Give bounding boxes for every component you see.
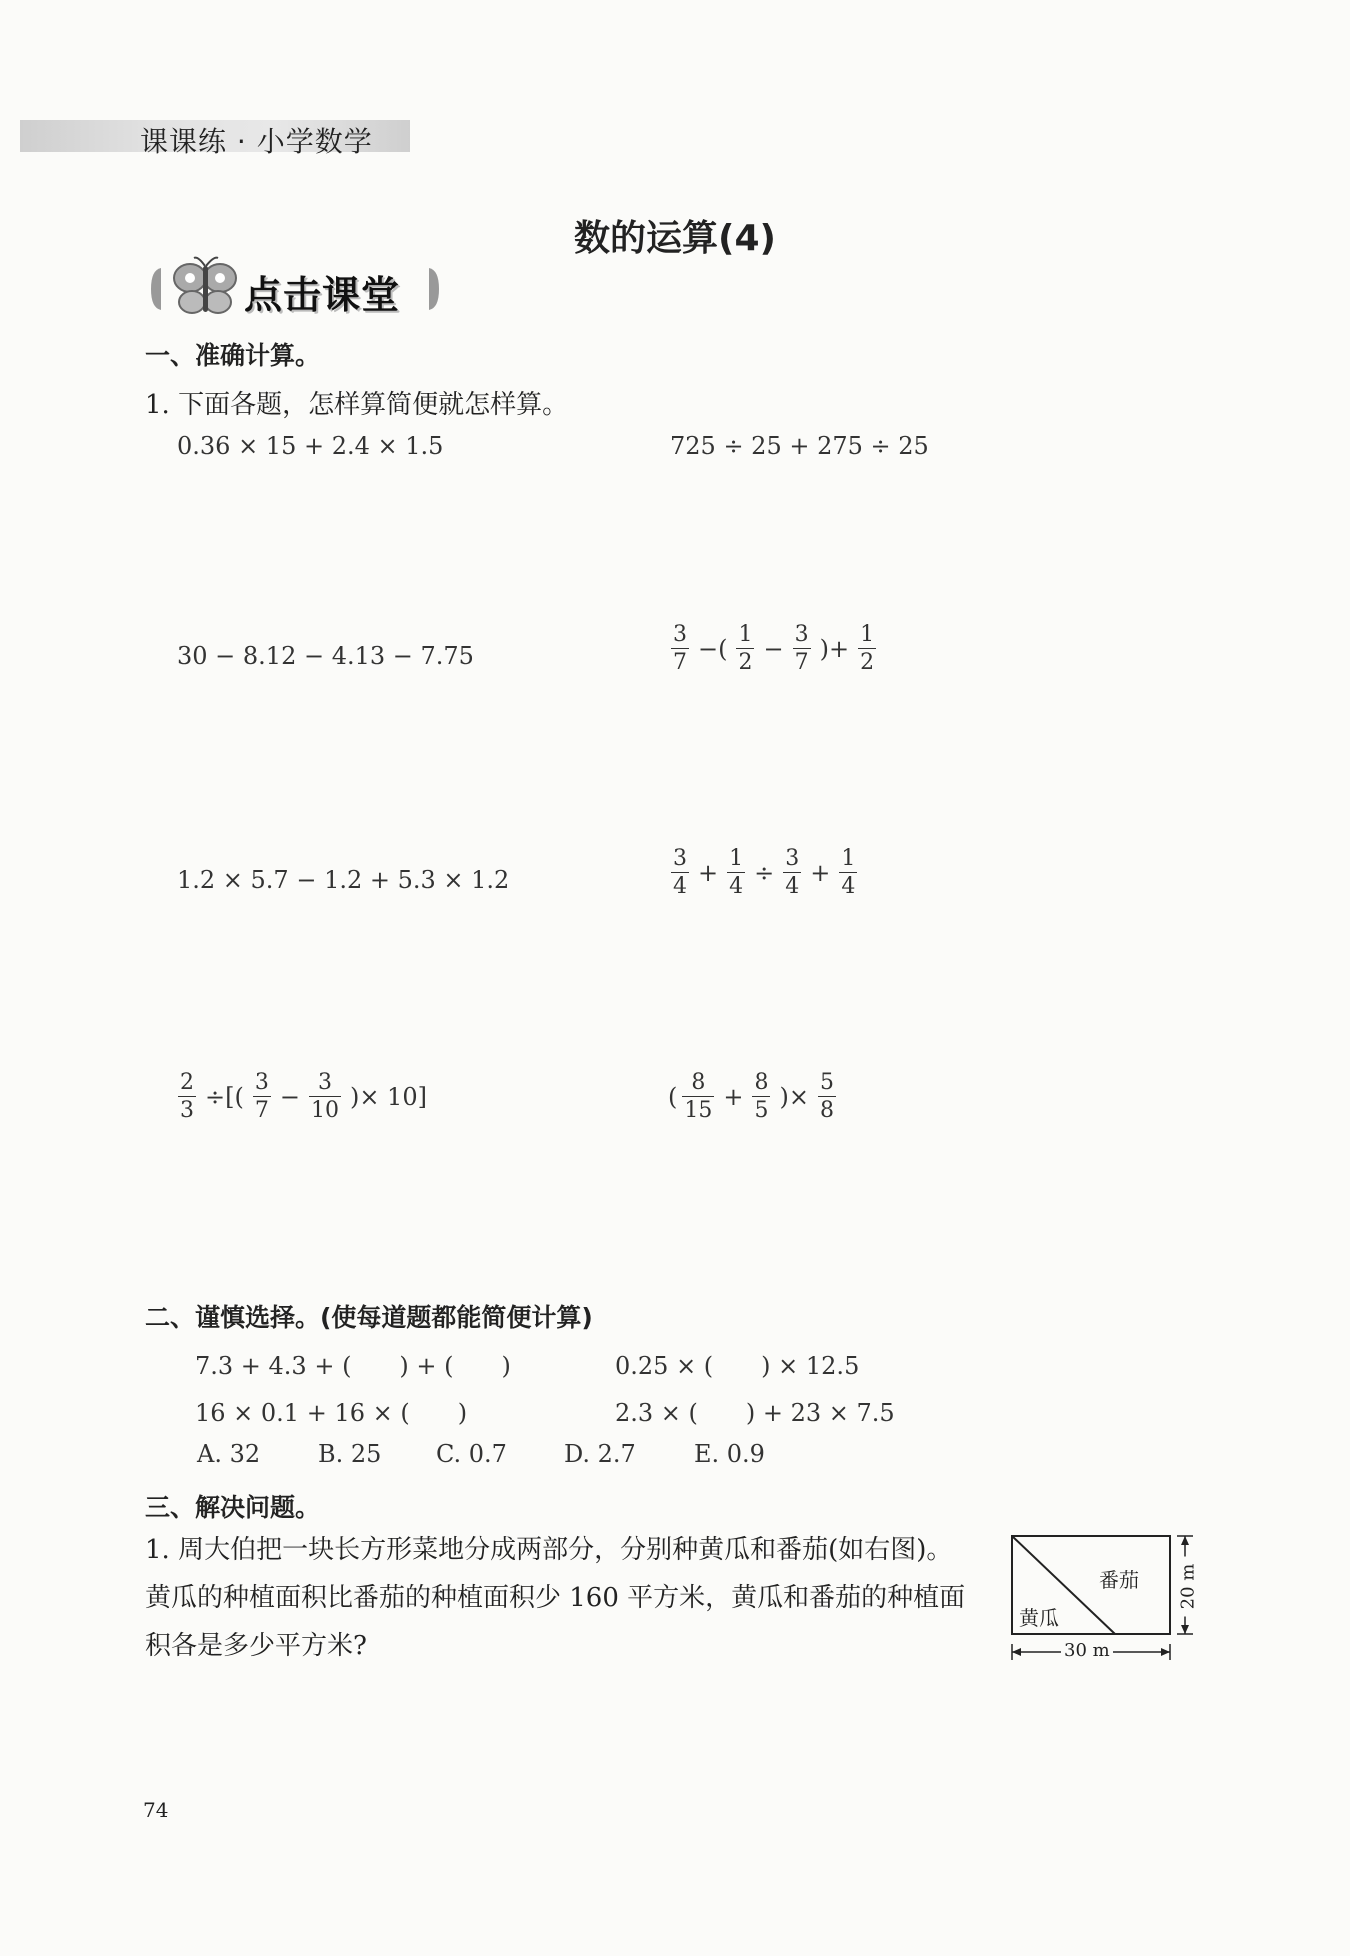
expression-7: $\frac{2}{3}$ ÷[( $\frac{3}{7}$ − $\frac{3}{10}$ )× 10] — [180, 1070, 427, 1123]
butterfly-icon — [170, 256, 242, 320]
expression-6: $\frac{3}{4}$ + $\frac{1}{4}$ ÷ $\frac{3}{4}$ + $\frac{1}{4}$ — [673, 846, 856, 899]
question-1: 1. 下面各题，怎样算简便就怎样算。 — [145, 390, 569, 420]
section-1-heading: 一、准确计算。 — [145, 341, 321, 370]
fraction: $\frac{1}{4}$ — [729, 846, 744, 899]
banner-title: 点击课堂 — [244, 273, 401, 317]
fraction: $\frac{2}{3}$ — [180, 1070, 194, 1123]
option-a: A. 32 — [197, 1440, 261, 1468]
option-b: B. 25 — [318, 1440, 382, 1468]
book-header: 课课练 · 小学数学 — [140, 125, 373, 158]
width-label: 30 m — [1061, 1640, 1113, 1661]
fraction: $\frac{3}{7}$ — [673, 622, 687, 675]
fraction: $\frac{3}{4}$ — [785, 846, 800, 899]
page-number: 74 — [143, 1798, 169, 1822]
choice-expression-1: 7.3 + 4.3 + ( ) + ( ) — [195, 1352, 511, 1380]
option-c: C. 0.7 — [436, 1440, 507, 1468]
tomato-label: 番茄 — [1099, 1568, 1139, 1592]
section-2-heading: 二、谨慎选择。(使每道题都能简便计算) — [145, 1303, 593, 1332]
height-label: 20 m — [1178, 1557, 1199, 1617]
fraction: $\frac{3}{7}$ — [254, 1070, 269, 1123]
field-figure — [1005, 1530, 1205, 1670]
fraction: $\frac{1}{2}$ — [738, 622, 753, 675]
choice-expression-4: 2.3 × ( ) + 23 × 7.5 — [615, 1399, 895, 1427]
expression-5: 1.2 × 5.7 − 1.2 + 5.3 × 1.2 — [177, 866, 510, 894]
fraction: $\frac{3}{10}$ — [310, 1070, 339, 1123]
fraction: $\frac{5}{8}$ — [819, 1070, 834, 1123]
option-e: E. 0.9 — [694, 1440, 765, 1468]
expression-3: 30 − 8.12 − 4.13 − 7.75 — [177, 642, 474, 670]
fraction: $\frac{8}{15}$ — [684, 1070, 713, 1123]
expression-4: $\frac{3}{7}$ −( $\frac{1}{2}$ − $\frac{3}{7}$ )+ $\frac{1}{2}$ — [673, 622, 875, 675]
expression-2: 725 ÷ 25 + 275 ÷ 25 — [670, 432, 929, 460]
expression-8: ( $\frac{8}{15}$ + $\frac{8}{5}$ )× $\frac{5}{8}$ — [668, 1070, 834, 1123]
expression-1: 0.36 × 15 + 2.4 × 1.5 — [177, 432, 444, 460]
problem-1: 1. 周大伯把一块长方形菜地分成两部分，分别种黄瓜和番茄(如右图)。黄瓜的种植面积比番茄的种植面积少 160 平方米，黄瓜和番茄的种植面积各是多少平方米? — [145, 1535, 966, 1661]
fraction: $\frac{3}{7}$ — [794, 622, 809, 675]
choice-expression-2: 0.25 × ( ) × 12.5 — [615, 1352, 860, 1380]
option-d: D. 2.7 — [564, 1440, 636, 1468]
section-3-heading: 三、解决问题。 — [145, 1493, 321, 1522]
choice-expression-3: 16 × 0.1 + 16 × ( ) — [195, 1399, 468, 1427]
fraction: $\frac{8}{5}$ — [754, 1070, 769, 1123]
cucumber-label: 黄瓜 — [1019, 1606, 1059, 1630]
page-title: 数的运算(4) — [574, 218, 776, 259]
fraction: $\frac{1}{2}$ — [860, 622, 875, 675]
fraction: $\frac{3}{4}$ — [673, 846, 687, 899]
fraction: $\frac{1}{4}$ — [841, 846, 856, 899]
